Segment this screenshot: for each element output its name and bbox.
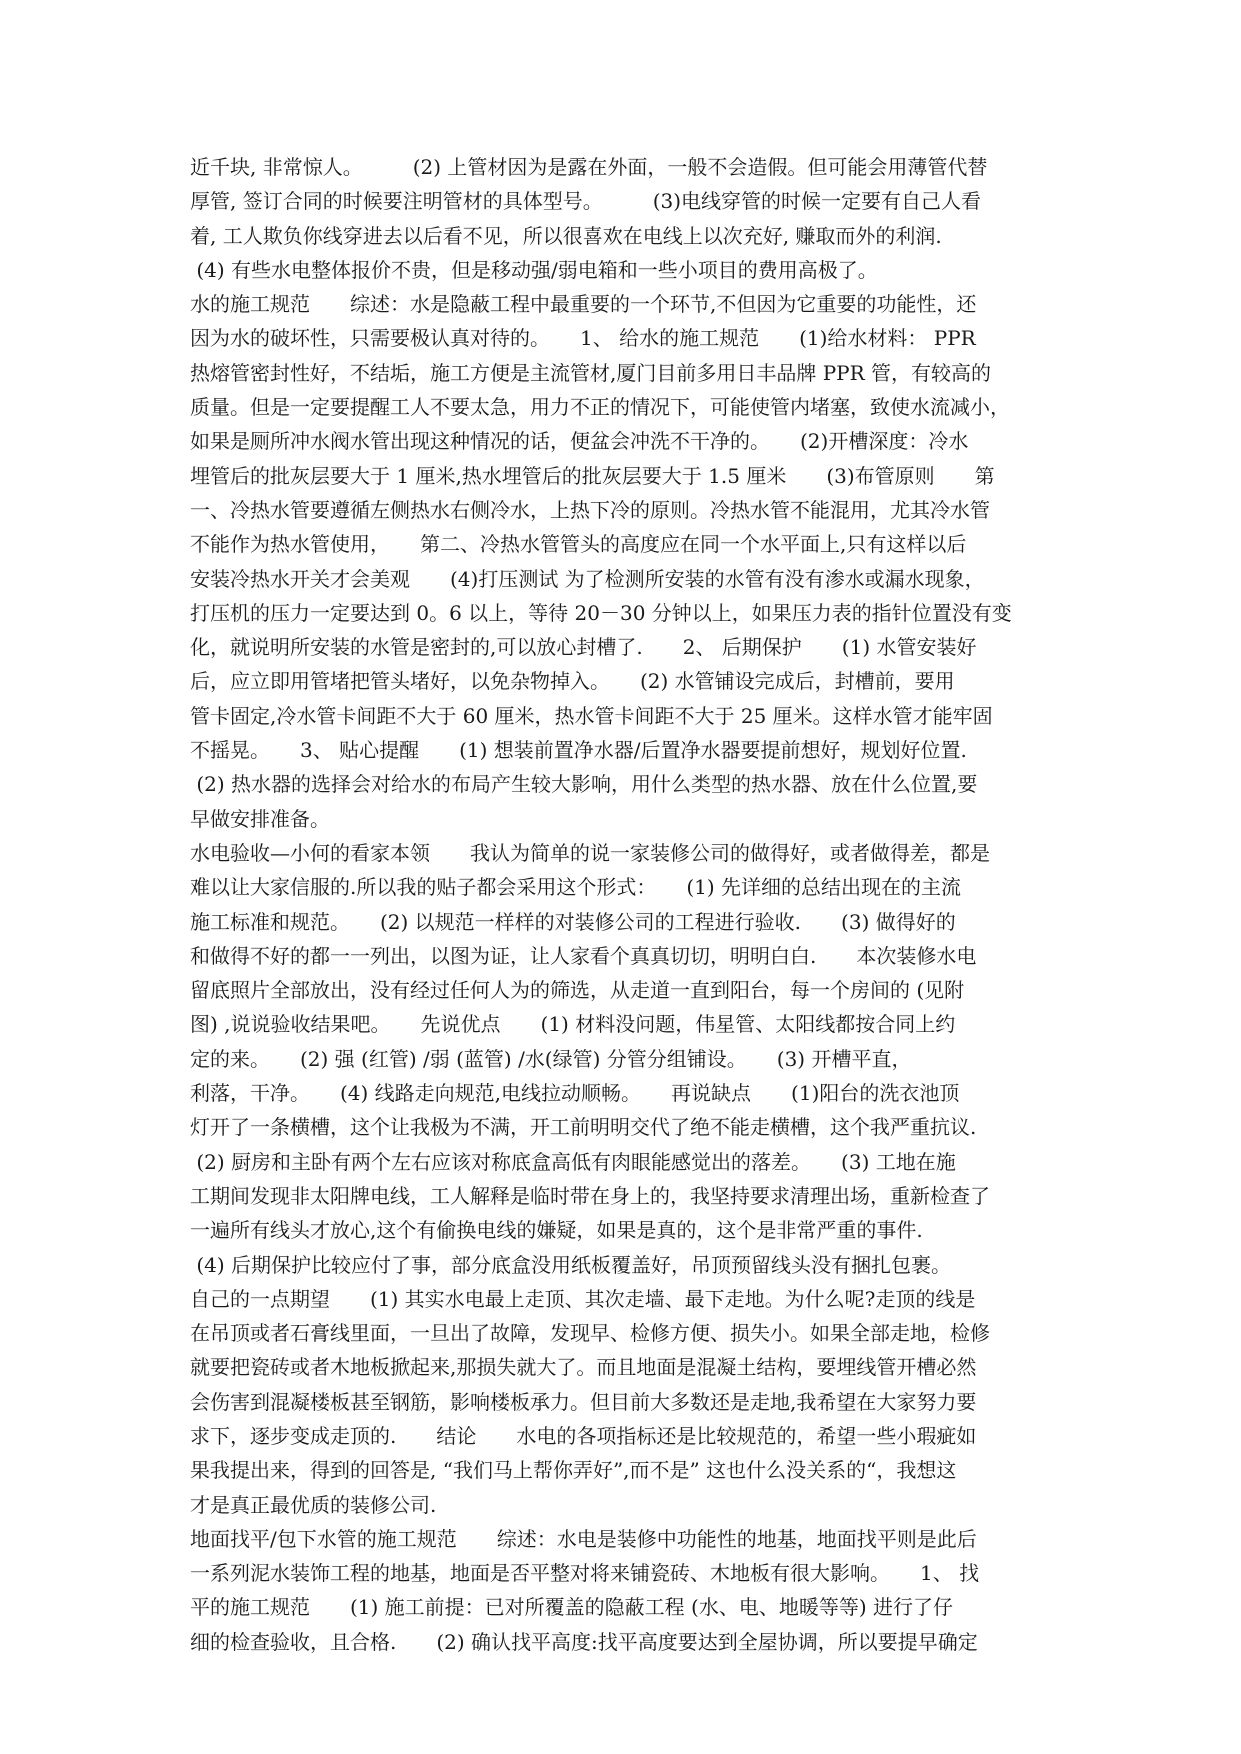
text-line: 一遍所有线头才放心,这个有偷换电线的嫌疑，如果是真的，这个是非常严重的事件.: [190, 1218, 923, 1243]
text-line: 埋管后的批灰层要大于 1 厘米,热水埋管后的批灰层要大于 1.5 厘米 (3)布管原则 第: [190, 463, 995, 488]
text-line: 后，应立即用管堵把管头堵好，以免杂物掉入。 (2) 水管铺设完成后，封槽前，要用: [190, 669, 955, 694]
text-line: 水电验收—小何的看家本领 我认为简单的说一家装修公司的做得好，或者做得差，都是: [190, 840, 990, 865]
text-line: 定的来。 (2) 强 (红管) /弱 (蓝管) /水(绿管) 分管分组铺设。 (3) 开槽平直，: [190, 1046, 912, 1071]
text-line: 在吊顶或者石膏线里面，一旦出了故障，发现早、检修方便、损失小。如果全部走地，检修: [190, 1321, 990, 1346]
text-line: 安装冷热水开关才会美观 (4)打压测试 为了检测所安装的水管有没有渗水或漏水现象，: [190, 566, 985, 591]
text-line: 细的检查验收，且合格. (2) 确认找平高度:找平高度要达到全屋协调，所以要提早确定: [190, 1629, 978, 1654]
text-line: 化，就说明所安装的水管是密封的,可以放心封槽了. 2、 后期保护 (1) 水管安装好: [190, 635, 977, 660]
text-line: 因为水的破坏性，只需要极认真对待的。 1、 给水的施工规范 (1)给水材料： PPR: [190, 326, 976, 351]
text-line: 平的施工规范 (1) 施工前提：已对所覆盖的隐蔽工程 (水、电、地暖等等) 进行了仔: [190, 1595, 954, 1620]
text-line: 着, 工人欺负你线穿进去以后看不见，所以很喜欢在电线上以次充好, 赚取而外的利润.: [190, 223, 942, 248]
text-line: 利落，干净。 (4) 线路走向规范,电线拉动顺畅。 再说缺点 (1)阳台的洗衣池顶: [190, 1081, 960, 1106]
text-line: 一、冷热水管要遵循左侧热水右侧冷水，上热下冷的原则。冷热水管不能混用，尤其冷水管: [190, 497, 990, 522]
text-line: 管卡固定,冷水管卡间距不大于 60 厘米，热水管卡间距不大于 25 厘米。这样水管才能牢固: [190, 703, 993, 728]
text-line: 不能作为热水管使用， 第二、冷热水管管头的高度应在同一个水平面上,只有这样以后: [190, 532, 967, 557]
text-line: 热熔管密封性好，不结垢，施工方便是主流管材,厦门目前多用日丰品牌 PPR 管，有较高的: [190, 360, 992, 385]
text-line: 和做得不好的都一一列出，以图为证，让人家看个真真切切，明明白白. 本次装修水电: [190, 943, 977, 968]
text-line: 会伤害到混凝楼板甚至钢筋，影响楼板承力。但目前大多数还是走地,我希望在大家努力要: [190, 1389, 977, 1414]
text-line: (2) 热水器的选择会对给水的布局产生较大影响，用什么类型的热水器、放在什么位置,要: [190, 772, 978, 797]
text-line: 留底照片全部放出，没有经过任何人为的筛选，从走道一直到阳台，每一个房间的 (见附: [190, 978, 965, 1003]
text-line: (4) 有些水电整体报价不贵，但是移动强/弱电箱和一些小项目的费用高极了。: [190, 257, 878, 282]
text-line: 灯开了一条横槽，这个让我极为不满，开工前明明交代了绝不能走横槽，这个我严重抗议.: [190, 1115, 977, 1140]
text-line: 就要把瓷砖或者木地板掀起来,那损失就大了。而且地面是混凝土结构，要埋线管开槽必然: [190, 1355, 977, 1380]
text-line: 施工标准和规范。 (2) 以规范一样样的对装修公司的工程进行验收. (3) 做得好的: [190, 909, 956, 934]
text-line: 早做安排准备。: [190, 806, 330, 831]
text-line: 厚管, 签订合同的时候要注明管材的具体型号。 (3)电线穿管的时候一定要有自己人看: [190, 189, 982, 214]
text-line: 难以让大家信服的.所以我的贴子都会采用这个形式： (1) 先详细的总结出现在的主流: [190, 875, 962, 900]
text-line: 打压机的压力一定要达到 0。6 以上，等待 20－30 分钟以上，如果压力表的指针位置没有变: [190, 600, 1012, 625]
text-line: (4) 后期保护比较应付了事，部分底盒没用纸板覆盖好，吊顶预留线头没有捆扎包裹。: [190, 1252, 952, 1277]
text-line: 求下，逐步变成走顶的. 结论 水电的各项指标还是比较规范的，希望一些小瑕疵如: [190, 1423, 977, 1448]
text-line: 水的施工规范 综述：水是隐蔽工程中最重要的一个环节,不但因为它重要的功能性，还: [190, 292, 977, 317]
body-text: [190, 150, 1060, 1659]
text-line: 不摇晃。 3、 贴心提醒 (1) 想装前置净水器/后置净水器要提前想好，规划好位置.: [190, 738, 967, 763]
text-line: 一系列泥水装饰工程的地基，地面是否平整对将来铺瓷砖、木地板有很大影响。 1、 找: [190, 1561, 980, 1586]
text-line: (2) 厨房和主卧有两个左右应该对称底盒高低有肉眼能感觉出的落差。 (3) 工地在施: [190, 1149, 956, 1174]
text-line: 果我提出来，得到的回答是, “我们马上帮你弄好”,而不是” 这也什么没关系的“，我想这: [190, 1458, 957, 1483]
text-line: 才是真正最优质的装修公司.: [190, 1492, 437, 1517]
text-line: 质量。但是一定要提醒工人不要太急，用力不正的情况下，可能使管内堵塞，致使水流减小，: [190, 395, 1010, 420]
text-line: 地面找平/包下水管的施工规范 综述：水电是装修中功能性的地基，地面找平则是此后: [190, 1526, 977, 1551]
text-line: 如果是厕所冲水阀水管出现这种情况的话，便盆会冲洗不干净的。 (2)开槽深度：冷水: [190, 429, 969, 454]
text-line: 近千块, 非常惊人。 (2) 上管材因为是露在外面，一般不会造假。但可能会用薄管代替: [190, 155, 988, 179]
text-line: 图) ,说说验收结果吧。 先说优点 (1) 材料没问题，伟星管、太阳线都按合同上约: [190, 1012, 956, 1037]
text-line: 工期间发现非太阳牌电线，工人解释是临时带在身上的，我坚持要求清理出场，重新检查了: [190, 1183, 990, 1208]
text-line: 自己的一点期望 (1) 其实水电最上走顶、其次走墙、最下走地。为什么呢?走顶的线是: [190, 1286, 976, 1311]
